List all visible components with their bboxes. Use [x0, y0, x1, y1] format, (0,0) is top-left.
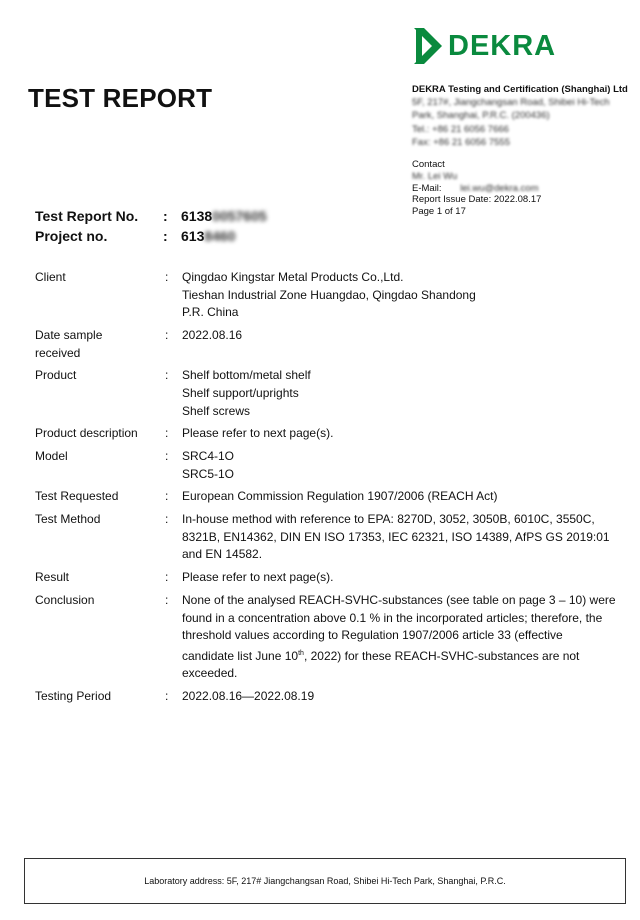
project-no-row: [35, 226, 267, 246]
colon: :: [165, 570, 169, 585]
contact-email-row: [412, 183, 541, 195]
result-value: Please refer to next page(s).: [182, 570, 334, 585]
field-product-description: [35, 425, 635, 443]
field-test-requested: [35, 488, 635, 506]
colon: :: [163, 228, 168, 244]
field-label: Testing Period: [35, 689, 112, 704]
project-no-value: 613: [181, 228, 205, 244]
report-fields: [35, 269, 635, 711]
date-received-value: 2022.08.16: [182, 327, 243, 342]
colon: :: [165, 593, 169, 607]
field-label: Date sample: [35, 327, 103, 342]
field-conclusion: [35, 592, 635, 683]
project-no-redacted: 8460: [204, 228, 236, 244]
client-name: Qingdao Kingstar Metal Products Co.,Ltd.: [182, 270, 404, 284]
contact-label: Contact: [412, 159, 445, 170]
conclusion-line: None of the analysed REACH-SVHC-substances (see table on page 3 – 10) were: [182, 593, 616, 607]
field-test-method: [35, 511, 635, 564]
report-no-label: Test Report No.: [35, 208, 139, 224]
report-no-value: 6138: [181, 208, 213, 224]
field-product: [35, 367, 635, 420]
company-address-line1: 5F, 217#, Jiangchangsan Road, Shibei Hi-Tech: [412, 97, 610, 109]
report-identifiers: [35, 206, 267, 246]
colon: :: [165, 270, 169, 284]
field-label: Product: [35, 368, 77, 383]
field-label-cont: received: [35, 345, 81, 360]
product-item: Shelf screws: [182, 403, 251, 418]
test-method-line: 8321B, EN14362, DIN EN ISO 17353, IEC 62321, ISO 14389, AfPS GS 2019:01: [182, 529, 610, 544]
field-label: Test Requested: [35, 489, 119, 504]
test-requested-value: European Commission Regulation 1907/2006 (REACH Act): [182, 489, 498, 504]
report-no-row: [35, 206, 267, 226]
colon: :: [165, 512, 169, 527]
page-number: Page 1 of 17: [412, 206, 466, 218]
field-model: [35, 448, 635, 483]
email-label: E-Mail:: [412, 182, 442, 194]
model-item: SRC5-1O: [182, 466, 235, 481]
colon: :: [165, 368, 169, 383]
conclusion-line: candidate list June 10th, 2022) for these REACH-SVHC-substances are not: [182, 648, 580, 663]
company-fax: Fax: +86 21 6056 7555: [412, 136, 510, 148]
testing-period-value: 2022.08.16—2022.08.19: [182, 689, 315, 704]
conclusion-line: threshold values according to Regulation 1907/2006 article 33 (effective: [182, 628, 563, 643]
field-client: [35, 269, 635, 322]
dekra-logo: [414, 28, 556, 64]
product-item: Shelf support/uprights: [182, 385, 299, 400]
contact-name: Mr. Lei Wu: [412, 170, 458, 182]
colon: :: [165, 327, 169, 342]
email-value: lei.wu@dekra.com: [460, 182, 539, 194]
colon: :: [165, 449, 169, 464]
conclusion-line: exceeded.: [182, 666, 238, 681]
colon: :: [165, 489, 169, 504]
product-item: Shelf bottom/metal shelf: [182, 368, 311, 383]
dekra-logo-icon: [414, 28, 442, 64]
field-label: Test Method: [35, 512, 101, 527]
colon: :: [165, 689, 169, 704]
test-method-line: and EN 14582.: [182, 547, 263, 562]
logo-text: DEKRA: [448, 29, 557, 62]
footer-box: [24, 858, 626, 904]
client-country: P.R. China: [182, 305, 239, 320]
project-no-label: Project no.: [35, 228, 108, 244]
company-name: DEKRA Testing and Certification (Shanghai) Ltd: [412, 84, 628, 95]
test-method-line: In-house method with reference to EPA: 8270D, 3052, 3050B, 6010C, 3550C,: [182, 512, 595, 527]
product-description-value: Please refer to next page(s).: [182, 426, 334, 441]
model-item: SRC4-1O: [182, 449, 235, 464]
colon: :: [163, 208, 168, 224]
laboratory-address: Laboratory address: 5F, 217# Jiangchangsan Road, Shibei Hi-Tech Park, Shanghai, P.R.C.: [144, 876, 506, 886]
field-result: [35, 569, 635, 587]
page-title: TEST REPORT: [28, 83, 213, 113]
field-label: Result: [35, 570, 70, 585]
company-address-line2: Park, Shanghai, P.R.C. (200436): [412, 110, 550, 122]
contact-block: [412, 159, 541, 218]
field-label: Model: [35, 449, 68, 464]
conclusion-line: found in a concentration above 0.1 % in the incorporated articles; therefore, the: [182, 610, 603, 625]
colon: :: [165, 426, 169, 441]
field-testing-period: [35, 688, 635, 706]
report-no-redacted: 0057605: [212, 208, 267, 224]
field-label: Product description: [35, 426, 138, 441]
field-label: Conclusion: [35, 593, 95, 607]
report-issue-date: Report Issue Date: 2022.08.17: [412, 194, 542, 206]
field-date-received: [35, 327, 635, 362]
client-address: Tieshan Industrial Zone Huangdao, Qingdao Shandong: [182, 287, 476, 302]
company-tel: Tel.: +86 21 6056 7666: [412, 123, 509, 135]
company-info: [412, 83, 640, 149]
field-label: Client: [35, 270, 66, 284]
